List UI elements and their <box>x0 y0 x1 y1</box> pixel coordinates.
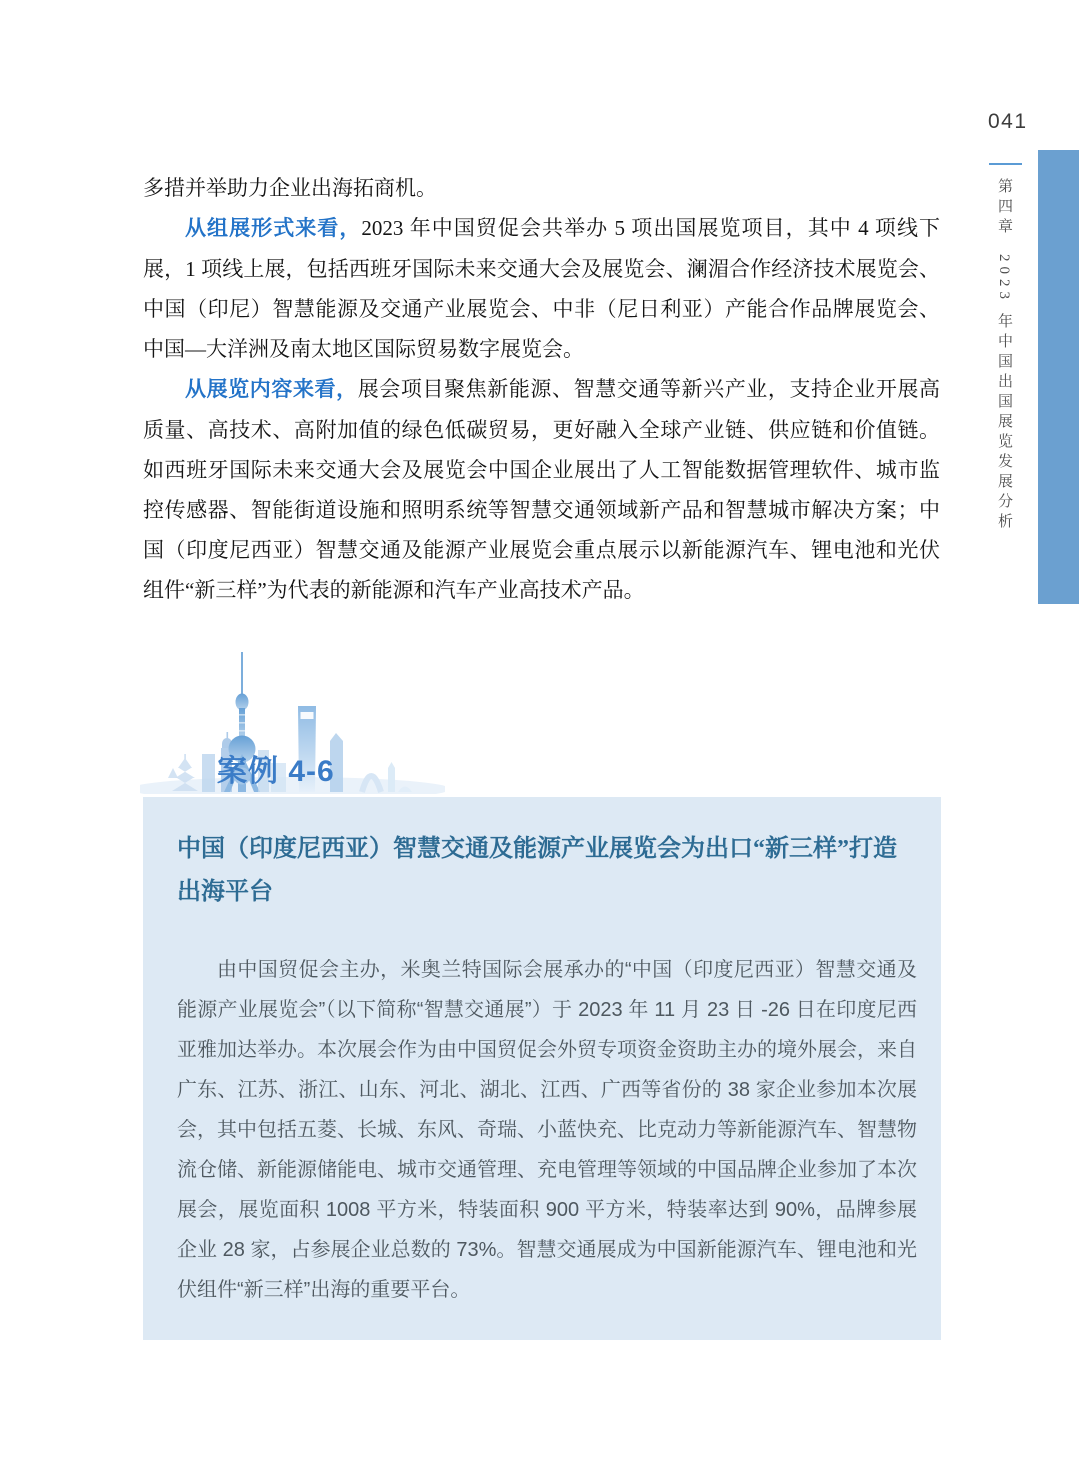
chapter-sidebar-text <box>994 178 1014 558</box>
chapter-accent-bar <box>1038 150 1079 604</box>
paragraph-exhibition-content <box>143 369 940 610</box>
chapter-label: 第四章 <box>996 178 1012 238</box>
case-label: 案例 4-6 <box>217 755 335 788</box>
case-figure <box>140 646 445 794</box>
page-number: 041 <box>988 110 1028 133</box>
paragraph-continuation: 多措并举助力企业出海拓商机。 <box>143 176 437 200</box>
chapter-title: 2023 年中国出国展览发展分析 <box>996 254 1012 533</box>
paragraph-text-exhibition-content: 展会项目聚焦新能源、智慧交通等新兴产业，支持企业开展高质量、高技术、高附加值的绿色低碳贸易，更好融入全球产业链、供应链和价值链。如西班牙国际未来交通大会及展览会中国企业展出了人工智能数据管理软件、城市监控传感器、智能街道设施和照明系统等智慧交通领域新产品和智慧城市解决方案；中国（印度尼西亚）智慧交通及能源产业展览会重点展示以新能源汽车、锂电池和光伏组件“新三样”为代表的新能源和汽车产业高技术产品。 <box>143 377 941 602</box>
case-body-text: 由中国贸促会主办，米奥兰特国际会展承办的“中国（印度尼西亚）智慧交通及能源产业展览会”（以下简称“智慧交通展”）于 2023 年 11 月 23 日 -26 日在印度尼西亚雅加达举办。本次展会作为由中国贸促会外贸专项资金资助主办的境外展会，来自广东、江苏、浙江、山东、河北、湖北、江西、广西等省份的 38 家企业参加本次展会，其中包括五菱、长城、东风、奇瑞、小蓝快充、比克动力等新能源汽车、智慧物流仓储、新能源储能电、城市交通管理、充电管理等领域的中国品牌企业参加了本次展会，展览面积 1008 平方米，特装面积 900 平方米，特装率达到 90%，品牌参展企业 28 家，占参展企业总数的 73%。智慧交通展成为中国新能源汽车、锂电池和光伏组件“新三样”出海的重要平台。 <box>177 959 917 1301</box>
paragraph-lead-exhibition-content: 从展览内容来看， <box>185 378 358 401</box>
page-number-rule <box>989 163 1022 165</box>
case-title: 中国（印度尼西亚）智慧交通及能源产业展览会为出口“新三样”打造出海平台 <box>177 836 897 905</box>
case-box <box>143 797 941 1340</box>
paragraph-lead-organization-form: 从组展形式来看， <box>185 217 362 240</box>
paragraph-organization-form <box>143 208 940 369</box>
page-body <box>143 168 940 610</box>
paragraph-text-organization-form: 2023 年中国贸促会共举办 5 项出国展览项目，其中 4 项线下展，1 项线上展，包括西班牙国际未来交通大会及展览会、澜湄合作经济技术展览会、中国（印尼）智慧能源及交通产业展览会、中非（尼日利亚）产能合作品牌展览会、中国—大洋洲及南太地区国际贸易数字展览会。 <box>143 216 941 361</box>
